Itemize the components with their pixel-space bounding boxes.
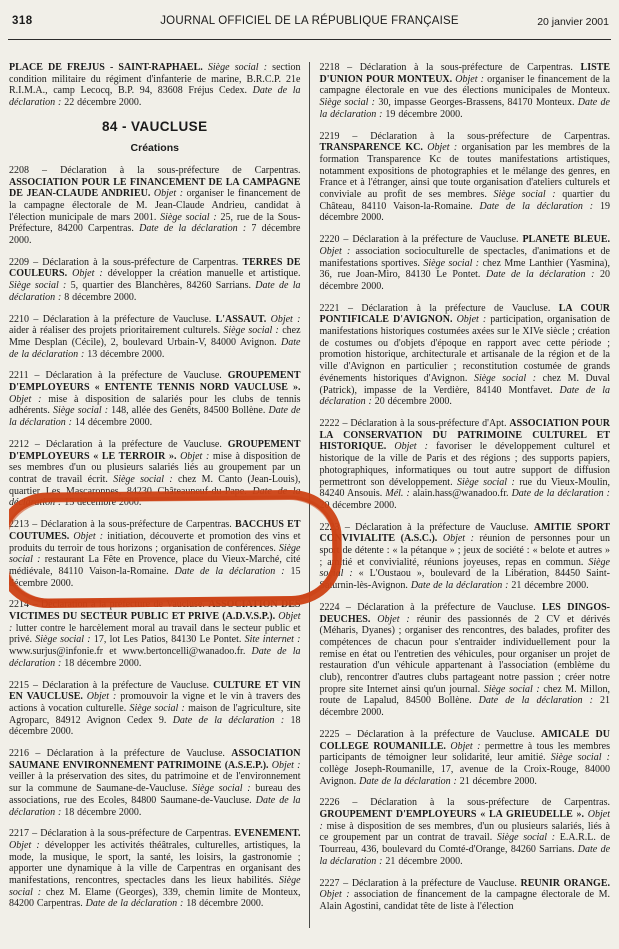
journal-entry-place-de-frejus: PLACE DE FREJUS - SAINT-RAPHAEL. Siège social : section condition militaire du régiment d'infanterie de marine, B.R.C.P. 21e R.I.M.A., camp Lecocq, B.P. 94, 83608 Fréjus Cedex. Date de la déclaration : 22 décembre 2000. xyxy=(9,62,301,109)
journal-entry-2208: 2208 – Déclaration à la sous-préfecture de Carpentras. ASSOCIATION POUR LE FINANCEMENT DE LA CAMPAGNE DE JEAN-CLAUDE ANDRIEU. Objet : organiser le financement de la campagne électorale de M. Jean-Claude Andrieu, candidat à l'élection municipale de mars 2001. Siège social : 25, rue de la Sous-Préfecture, 84200 Carpentras. Date de la déclaration : 7 décembre 2000. xyxy=(9,164,301,247)
column-left xyxy=(9,62,310,928)
journal-entry-2212: 2212 – Déclaration à la préfecture de Vaucluse. GROUPEMENT D'EMPLOYEURS « LE TERROIR ». Objet : mise à disposition de ses membres d'un ou plusieurs salariés liés au groupement par un contrat de travail écrit. Siège social : chez M. Canto (Jean-Louis), quartier Les Mascaronnes, 84230 Châteauneuf-du-Pape. Date de la déclaration : 15 décembre 2000. xyxy=(9,438,301,509)
department-heading: 84 - VAUCLUSE xyxy=(102,118,208,134)
journal-entry-2227: 2227 – Déclaration à la préfecture de Vaucluse. REUNIR ORANGE. Objet : association de financement de la campagne électorale de M. Alain Agostini, candidat tête de liste à l'élection xyxy=(319,877,610,912)
journal-entry-2213: 2213 – Déclaration à la sous-préfecture de Carpentras. BACCHUS ET COUTUMES. Objet : initiation, découverte et promotion des vins et produits du terroir de tous horizons ; organisation de conférences. Siège social : restaurant La Fête en Provence, place du Vieux-Marché, cité médiévale, 84110 Vaison-la-Romaine. Date de la déclaration : 15 décembre 2000. xyxy=(9,519,301,589)
page-number: 318 xyxy=(12,15,33,27)
page-date: 20 janvier 2001 xyxy=(537,16,609,28)
journal-entry-2215: 2215 – Déclaration à la préfecture de Vaucluse. CULTURE ET VIN EN VAUCLUSE. Objet : promouvoir la vigne et le vin à travers des actions à vocation culturelle. Siège social : maison de l'agriculture, site Agroparc, 84912 Avignon Cedex 9. Date de la déclaration : 18 décembre 2000. xyxy=(9,679,301,738)
journal-entry-2221: 2221 – Déclaration à la préfecture de Vaucluse. LA COUR PONTIFICALE D'AVIGNON. Objet : participation, organisation de manifestations historiques costumées axées sur le XIVe siècle ; création de costumes ou d'objets d'époque en rapport avec cette période ; promotion historique, architecturale et artisanale de la région et de la ville d'Avignon en particulier ; reconstitution costumée de grands événements historiques d'Avignon. Siège social : chez M. Duval (Patrick), impasse de la Verdière, 84140 Montfavet. Date de la déclaration : 20 décembre 2000. xyxy=(319,302,610,408)
journal-entry-2226: 2226 – Déclaration à la sous-préfecture de Carpentras. GROUPEMENT D'EMPLOYEURS « LA GRIEUDELLE ». Objet : mise à disposition de ses membres, d'un ou plusieurs salariés, liés à ce groupement par un contrat de travail. Siège social : E.A.R.L. de Tourreau, 436, boulevard du Comté-d'Orange, 84260 Sarrians. Date de la déclaration : 21 décembre 2000. xyxy=(319,797,610,867)
journal-entry-2211: 2211 – Déclaration à la préfecture de Vaucluse. GROUPEMENT D'EMPLOYEURS « ENTENTE TENNIS NORD VAUCLUSE ». Objet : mise à disposition de salariés pour les clubs de tennis adhérents. Siège social : 148, allée des Genêts, 84500 Bollène. Date de la déclaration : 14 décembre 2000. xyxy=(9,370,301,429)
journal-entry-2219: 2219 – Déclaration à la sous-préfecture de Carpentras. TRANSPARENCE KC. Objet : organisation par les membres de la formation Transparence Kc de toutes manifestations artistiques, notamment expositions de photographies et le mélange des genres, en France et à l'étranger, ainsi que toute organisation d'ateliers culturels et conviviale au profit de ses membres. Siège social : quartier du Château, 84110 Vaison-la-Romaine. Date de la déclaration : 19 décembre 2000. xyxy=(319,130,610,224)
journal-entry-2222: 2222 – Déclaration à la sous-préfecture d'Apt. ASSOCIATION POUR LA CONSERVATION DU PATRIMOINE CULTUREL ET HISTORIQUE. Objet : favoriser le développement culturel et historique de la ville de Paris et des régions ; des supports papiers, photographiques, informatiques ou tout autre support de diffusion permettront son développement. Siège social : rue du Vieux-Moulin, 84240 Ansouis. Mél. : alain.hass@wanadoo.fr. Date de la déclaration : 20 décembre 2000. xyxy=(319,417,610,511)
journal-entry-2216: 2216 – Déclaration à la préfecture de Vaucluse. ASSOCIATION SAUMANE ENVIRONNEMENT PATRIMOINE (A.S.E.P.). Objet : veiller à la préservation des sites, du patrimoine et de l'environnement sur la commune de Saumane-de-Vaucluse. Siège social : bureau des associations, rue des Ecoles, 84800 Saumane-de-Vaucluse. Date de la déclaration : 18 décembre 2000. xyxy=(9,748,301,818)
page-header xyxy=(10,13,609,35)
section-subheading: Créations xyxy=(130,141,179,154)
journal-entry-2223: 2223 – Déclaration à la préfecture de Vaucluse. AMITIE SPORT CONVIVIALITE (A.S.C.). Objet : réunion de personnes pour un sport de détente : « la pétanque » ; jeux de société : « belote et autres » ; amitié et convivialité, réunions joyeuses, repas en commun. Siège social : « L'Oustaou », boulevard de la Libération, 84450 Saint-Saturnin-lès-Avignon. Date de la déclaration : 21 décembre 2000. xyxy=(319,521,610,592)
journal-entry-2209: 2209 – Déclaration à la sous-préfecture de Carpentras. TERRES DE COULEURS. Objet : développer la création manuelle et artistique. Siège social : 5, quartier des Blanchères, 84260 Sarrians. Date de la déclaration : 8 décembre 2000. xyxy=(9,256,301,303)
columns-container xyxy=(9,40,610,928)
journal-title: JOURNAL OFFICIEL DE LA RÉPUBLIQUE FRANÇAISE xyxy=(160,15,459,27)
journal-entry-2224: 2224 – Déclaration à la préfecture de Vaucluse. LES DINGOS-DEUCHES. Objet : réunir des passionnés de 2 CV et dérivés (Méharis, Dyanes) ; organiser des rencontres, des balades, profiter des compétences de chacun pour s'entraider individuellement pour la remise en état ou l'entretien des véhicules, pour organiser un projet de restauration d'un véhicule appartenant à l'association (emblème du club), rencontrer d'autres clubs partageant notre passion ; créer notre propre site Internet ainsi qu'un journal. Siège social : chez M. Millon, route de Lapalud, 84500 Bollène. Date de la déclaration : 21 décembre 2000. xyxy=(319,601,610,719)
journal-entry-2220: 2220 – Déclaration à la préfecture de Vaucluse. PLANETE BLEUE. Objet : association socioculturelle de spectacles, d'animations et de manifestations sportives. Siège social : chez Mme Lanthier (Yasmina), 36, rue Joan-Miro, 84130 Le Pontet. Date de la déclaration : 20 décembre 2000. xyxy=(319,234,610,292)
journal-entry-2218: 2218 – Déclaration à la sous-préfecture de Carpentras. LISTE D'UNION POUR MONTEUX. Objet : organiser le financement de la campagne électorale en vue des élections municipales de Monteux. Siège social : 30, impasse Georges-Brassens, 84170 Monteux. Date de la déclaration : 19 décembre 2000. xyxy=(319,62,610,120)
column-right xyxy=(310,62,611,928)
journal-entry-2225: 2225 – Déclaration à la préfecture de Vaucluse. AMICALE DU COLLEGE ROUMANILLE. Objet : permettre à tous les membres participants de témoigner leur solidarité, leur amitié. Siège social : collège Joseph-Roumanille, 17, avenue de la Croix-Rouge, 84000 Avignon. Date de la déclaration : 21 décembre 2000. xyxy=(319,728,610,787)
journal-entry-2214: 2214 – Déclaration à la préfecture de Vaucluse. ASSOCIATION DES VICTIMES DU SECTEUR PUBLIC ET PRIVE (A.D.V.S.P.). Objet : lutter contre le harcèlement moral au travail dans le secteur public et privé. Siège social : 17, lot Les Patios, 84130 Le Pontet. Site internet : www.surjus@infonie.fr et www.bertoncelli@wanadoo.fr. Date de la déclaration : 18 décembre 2000. xyxy=(9,599,301,669)
journal-entry-2217: 2217 – Déclaration à la sous-préfecture de Carpentras. EVENEMENT. Objet : développer les activités théâtrales, culturelles, artistiques, la mode, la musique, le sport, la santé, les loisirs, la gastronomie ; apporter une dynamique à la ville de Carpentras en organisant des manifestations, rencontres, spectacles dans les lieux habilités. Siège social : chez M. Elame (Georges), 339, chemin limite de Monteux, 84200 Carpentras. Date de la déclaration : 18 décembre 2000. xyxy=(9,828,301,910)
journal-entry-2210: 2210 – Déclaration à la préfecture de Vaucluse. L'ASSAUT. Objet : aider à réaliser des projets prioritairement culturels. Siège social : chez Mme Desplan (Cécile), 2, boulevard Urbain-V, 84000 Avignon. Date de la déclaration : 13 décembre 2000. xyxy=(9,313,301,360)
